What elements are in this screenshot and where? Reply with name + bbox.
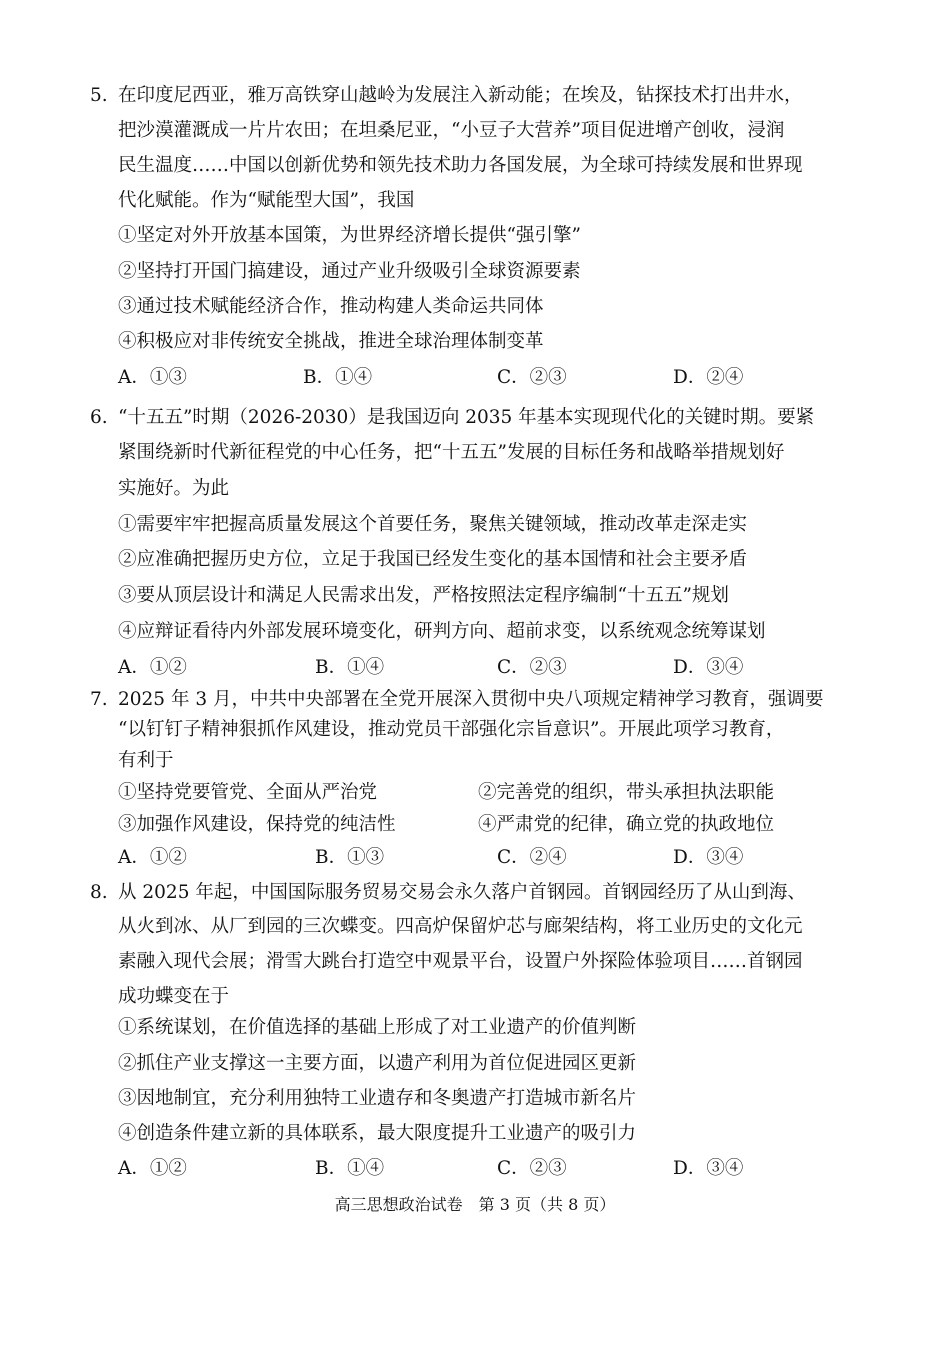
question-stem-line: 素融入现代会展；滑雪大跳台打造空中观景平台，设置户外探险体验项目……首钢园	[118, 951, 803, 972]
question-stem-line: 把沙漠灌溉成一片片农田；在坦桑尼亚，“小豆子大营养”项目促进增产创收，浸润	[118, 120, 785, 141]
option-b: B．①④	[315, 657, 385, 678]
statement-item: ②抓住产业支撑这一主要方面，以遗产利用为首位促进园区更新	[118, 1053, 637, 1074]
question-stem-line: 从 2025 年起，中国国际服务贸易交易会永久落户首钢园。首钢园经历了从山到海、	[118, 882, 806, 903]
statement-item: ②应准确把握历史方位，立足于我国已经发生变化的基本国情和社会主要矛盾	[118, 549, 748, 570]
statement-item: ①需要牢牢把握高质量发展这个首要任务，聚焦关键领域，推动改革走深走实	[118, 514, 748, 535]
option-a: A．①②	[118, 657, 187, 678]
option-c: C．②④	[497, 847, 567, 868]
question-stem-line: “以钉钉子精神狠抓作风建设，推动党员干部强化宗旨意识”。开展此项学习教育，	[118, 719, 785, 740]
question-stem-line: 从火到冰、从厂到园的三次蝶变。四高炉保留炉芯与廊架结构，将工业历史的文化元	[118, 916, 803, 937]
question-stem-line: 紧围绕新时代新征程党的中心任务，把“十五五”发展的目标任务和战略举措规划好	[118, 442, 785, 463]
statement-item: ①系统谋划，在价值选择的基础上形成了对工业遗产的价值判断	[118, 1017, 637, 1038]
statement-item: ①坚定对外开放基本国策，为世界经济增长提供“强引擎”	[118, 225, 581, 246]
option-c: C．②③	[497, 367, 567, 388]
statement-item: ④应辩证看待内外部发展环境变化，研判方向、超前求变，以系统观念统筹谋划	[118, 621, 766, 642]
option-d: D．③④	[673, 847, 744, 868]
statement-item: ②坚持打开国门搞建设，通过产业升级吸引全球资源要素	[118, 261, 581, 282]
question-number: 5.	[90, 85, 108, 106]
question-stem-line: 民生温度……中国以创新优势和领先技术助力各国发展，为全球可持续发展和世界现	[118, 155, 803, 176]
question-stem-line: “十五五”时期（2026-2030）是我国迈向 2035 年基本实现现代化的关键时期。要紧	[118, 407, 815, 428]
question-stem-line: 成功蝶变在于	[118, 986, 230, 1007]
statement-item: ①坚持党要管党、全面从严治党	[118, 782, 378, 803]
statement-item: ④创造条件建立新的具体联系，最大限度提升工业遗产的吸引力	[118, 1123, 637, 1144]
statement-item: ③通过技术赋能经济合作，推动构建人类命运共同体	[118, 296, 544, 317]
option-b: B．①④	[303, 367, 373, 388]
option-d: D．③④	[673, 1158, 744, 1179]
option-a: A．①③	[118, 367, 187, 388]
option-c: C．②③	[497, 657, 567, 678]
option-b: B．①④	[315, 1158, 385, 1179]
option-a: A．①②	[118, 1158, 187, 1179]
option-c: C．②③	[497, 1158, 567, 1179]
statement-item: ③加强作风建设，保持党的纯洁性	[118, 814, 396, 835]
statement-item: ④严肃党的纪律，确立党的执政地位	[478, 814, 775, 835]
question-stem-line: 2025 年 3 月，中共中央部署在全党开展深入贯彻中央八项规定精神学习教育，强调要	[118, 689, 824, 710]
statement-item: ③要从顶层设计和满足人民需求出发，严格按照法定程序编制“十五五”规划	[118, 585, 729, 606]
statement-item: ②完善党的组织，带头承担执法职能	[478, 782, 775, 803]
question-stem-line: 在印度尼西亚，雅万高铁穿山越岭为发展注入新动能；在埃及，钻探技术打出井水，	[118, 85, 803, 106]
option-b: B．①③	[315, 847, 385, 868]
question-stem-line: 实施好。为此	[118, 478, 230, 499]
question-number: 7.	[90, 689, 108, 710]
question-number: 6.	[90, 407, 108, 428]
page-footer: 高三思想政治试卷 第 3 页（共 8 页）	[334, 1195, 616, 1214]
statement-item: ③因地制宜，充分利用独特工业遗存和冬奥遗产打造城市新名片	[118, 1088, 637, 1109]
option-a: A．①②	[118, 847, 187, 868]
question-stem-line: 有利于	[118, 750, 174, 771]
option-d: D．②④	[673, 367, 744, 388]
question-number: 8.	[90, 882, 108, 903]
question-stem-line: 代化赋能。作为“赋能型大国”，我国	[118, 190, 415, 211]
option-d: D．③④	[673, 657, 744, 678]
statement-item: ④积极应对非传统安全挑战，推进全球治理体制变革	[118, 331, 544, 352]
